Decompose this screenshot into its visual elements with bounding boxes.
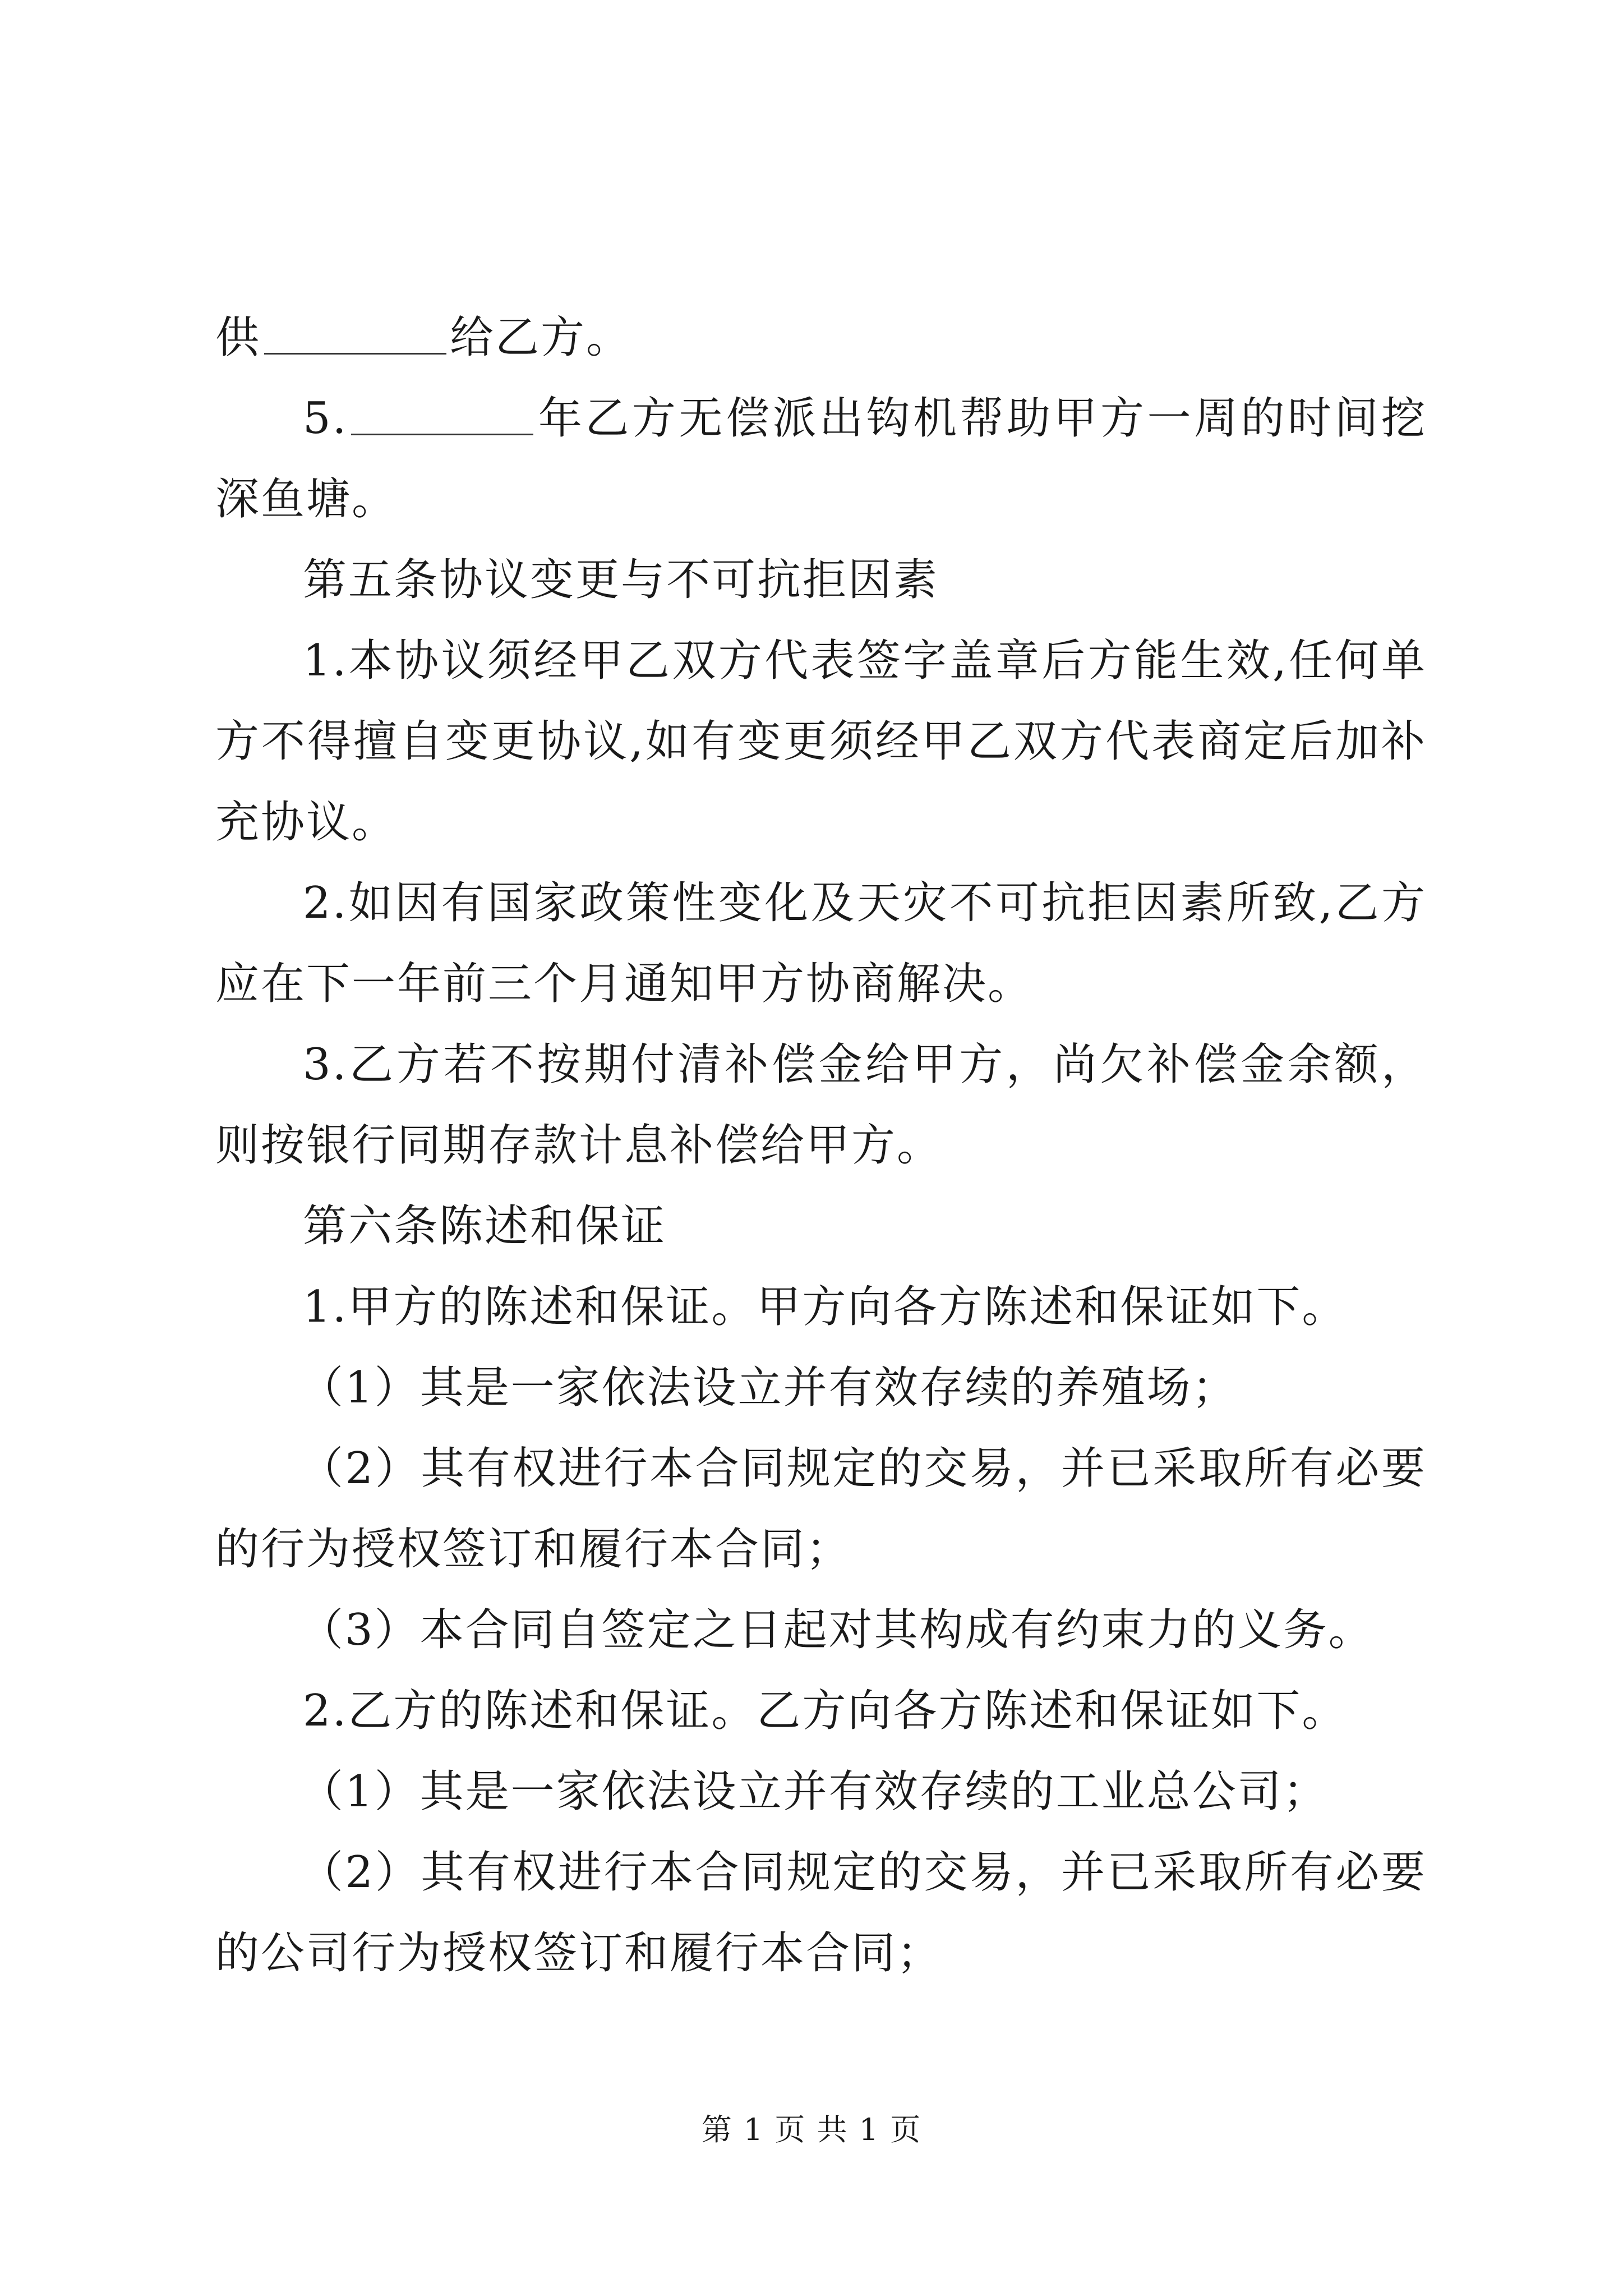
section-heading-article-5: 第五条协议变更与不可抗拒因素 bbox=[303, 555, 939, 605]
paragraph-text: 5. bbox=[303, 393, 348, 444]
paragraph-party-b-sub-1: （1）其是一家依法设立并有效存续的工业总公司； bbox=[299, 1766, 1329, 1817]
paragraph-party-b-sub-2: （2）其有权进行本合同规定的交易，并已采取所有必要的公司行为授权签订和履行本合同； bbox=[215, 1847, 1427, 1978]
paragraph-article-5-item-2: 2.如因有国家政策性变化及天灾不可抗拒因素所致,乙方应在下一年前三个月通知甲方协商解决。 bbox=[215, 878, 1427, 1009]
section-heading-article-6: 第六条陈述和保证 bbox=[303, 1201, 667, 1251]
paragraph-supply bbox=[215, 297, 1427, 378]
fill-in-blank bbox=[351, 394, 533, 435]
paragraph-party-a-statement: 1.甲方的陈述和保证。甲方向各方陈述和保证如下。 bbox=[303, 1282, 1348, 1332]
paragraph-party-a-sub-3: （3）本合同自签定之日起对其构成有约束力的义务。 bbox=[299, 1605, 1374, 1655]
document-body bbox=[215, 297, 1427, 1994]
paragraph-party-b-statement: 2.乙方的陈述和保证。乙方向各方陈述和保证如下。 bbox=[303, 1686, 1348, 1736]
paragraph-item-5 bbox=[215, 378, 1427, 540]
page-number-label: 第 1 页 共 1 页 bbox=[701, 2112, 922, 2147]
paragraph-text: 年乙方无偿派出钩机帮助甲方一周的时间挖深鱼塘。 bbox=[215, 393, 1427, 524]
fill-in-blank bbox=[264, 314, 446, 355]
paragraph-party-a-sub-1: （1）其是一家依法设立并有效存续的养殖场； bbox=[299, 1363, 1238, 1413]
paragraph-article-5-item-1: 1.本协议须经甲乙双方代表签字盖章后方能生效,任何单方不得擅自变更协议,如有变更须经甲乙双方代表商定后加补充协议。 bbox=[215, 636, 1427, 848]
page-footer bbox=[0, 2110, 1623, 2150]
paragraph-article-5-item-3: 3.乙方若不按期付清补偿金给甲方，尚欠补偿金余额，则按银行同期存款计息补偿给甲方。 bbox=[215, 1039, 1427, 1171]
paragraph-text: 供 bbox=[215, 312, 261, 363]
paragraph-party-a-sub-2: （2）其有权进行本合同规定的交易，并已采取所有必要的行为授权签订和履行本合同； bbox=[215, 1443, 1427, 1575]
paragraph-text: 给乙方。 bbox=[450, 312, 632, 363]
